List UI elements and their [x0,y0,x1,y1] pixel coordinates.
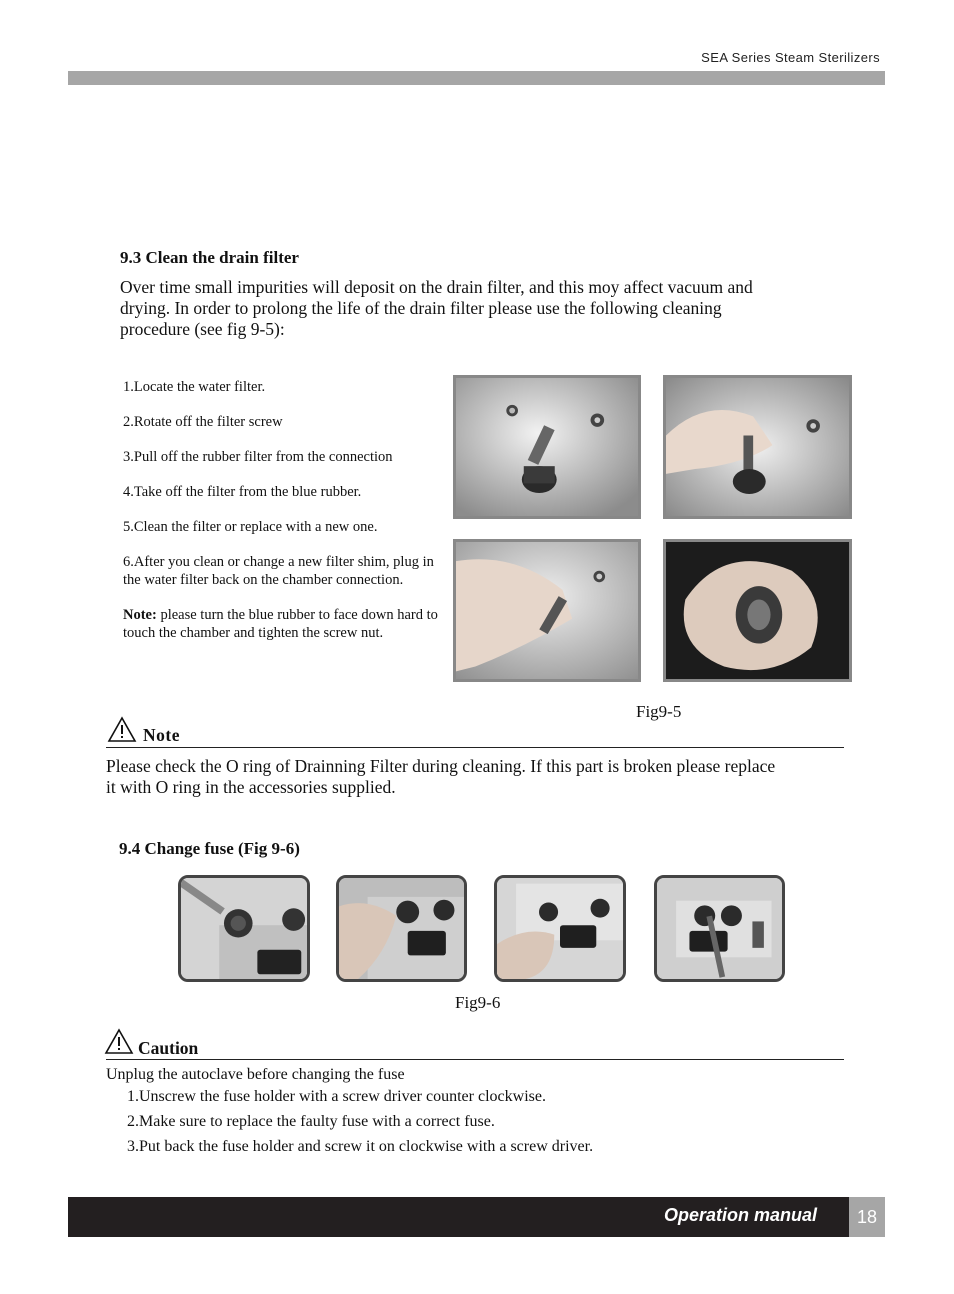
note-text: please turn the blue rubber to face down hard to touch the chamber and tighten the screw nut. [123,607,438,641]
list-item: 2.Make sure to replace the faulty fuse with a correct fuse. [127,1113,495,1130]
fig9-5-caption: Fig9-5 [636,702,682,721]
note-paragraph [123,606,441,642]
fig9-6-photo-4 [654,875,785,982]
fig9-6-photo-3 [494,875,626,982]
intro-line: Over time small impurities will deposit on the drain filter, and this moy affect vacuum and [120,277,753,297]
caution-divider [106,1059,844,1060]
note-line: Please check the O ring of Drainning Filter during cleaning. If this part is broken please replace [106,756,776,776]
header-bar [68,71,885,85]
list-item: 5.Clean the filter or replace with a new one. [123,519,378,535]
fig9-6-caption: Fig9-6 [455,993,501,1012]
fig9-6-photo-1 [178,875,310,982]
section-9-4-heading: 9.4 Change fuse (Fig 9-6) [119,839,300,858]
intro-line: drying. In order to prolong the life of the drain filter please use the following cleaning [120,298,722,318]
list-item: 4.Take off the filter from the blue rubber. [123,484,362,500]
note-body [106,756,851,798]
warning-triangle-icon [107,716,137,744]
list-item: 1.Locate the water filter. [123,379,266,395]
warning-triangle-icon [104,1028,134,1056]
fig9-6-photo-2 [336,875,467,982]
caution-title: Caution [138,1038,199,1058]
fig9-5-photo-3 [453,539,641,682]
fig9-5-photo-4 [663,539,852,682]
list-item: 3.Put back the fuse holder and screw it on clockwise with a screw driver. [127,1138,594,1155]
caution-steps [127,1084,593,1159]
note-label: Note: [123,607,157,623]
footer-label: Operation manual [663,1205,817,1225]
list-item: 6.After you clean or change a new filter shim, plug in the water filter back on the chamber connection. [123,554,434,588]
cleaning-steps-list [123,378,441,642]
list-item: 1.Unscrew the fuse holder with a screw driver counter clockwise. [127,1088,546,1105]
list-item: 2.Rotate off the filter screw [123,414,283,430]
caution-lead: Unplug the autoclave before changing the fuse [106,1066,405,1083]
note-divider [106,747,844,748]
page-number: 18 [849,1197,885,1237]
list-item: 3.Pull off the rubber filter from the connection [123,449,393,465]
note-line: it with O ring in the accessories supplied. [106,777,396,797]
note-title: Note [143,725,180,745]
section-9-3-heading: 9.3 Clean the drain filter [120,248,299,267]
fig9-5-photo-1 [453,375,641,519]
footer-bar [68,1197,849,1237]
fig9-5-photo-2 [663,375,852,519]
intro-line: procedure (see fig 9-5): [120,319,285,339]
document-header-title: SEA Series Steam Sterilizers [701,50,880,65]
section-9-3-intro [120,277,840,340]
